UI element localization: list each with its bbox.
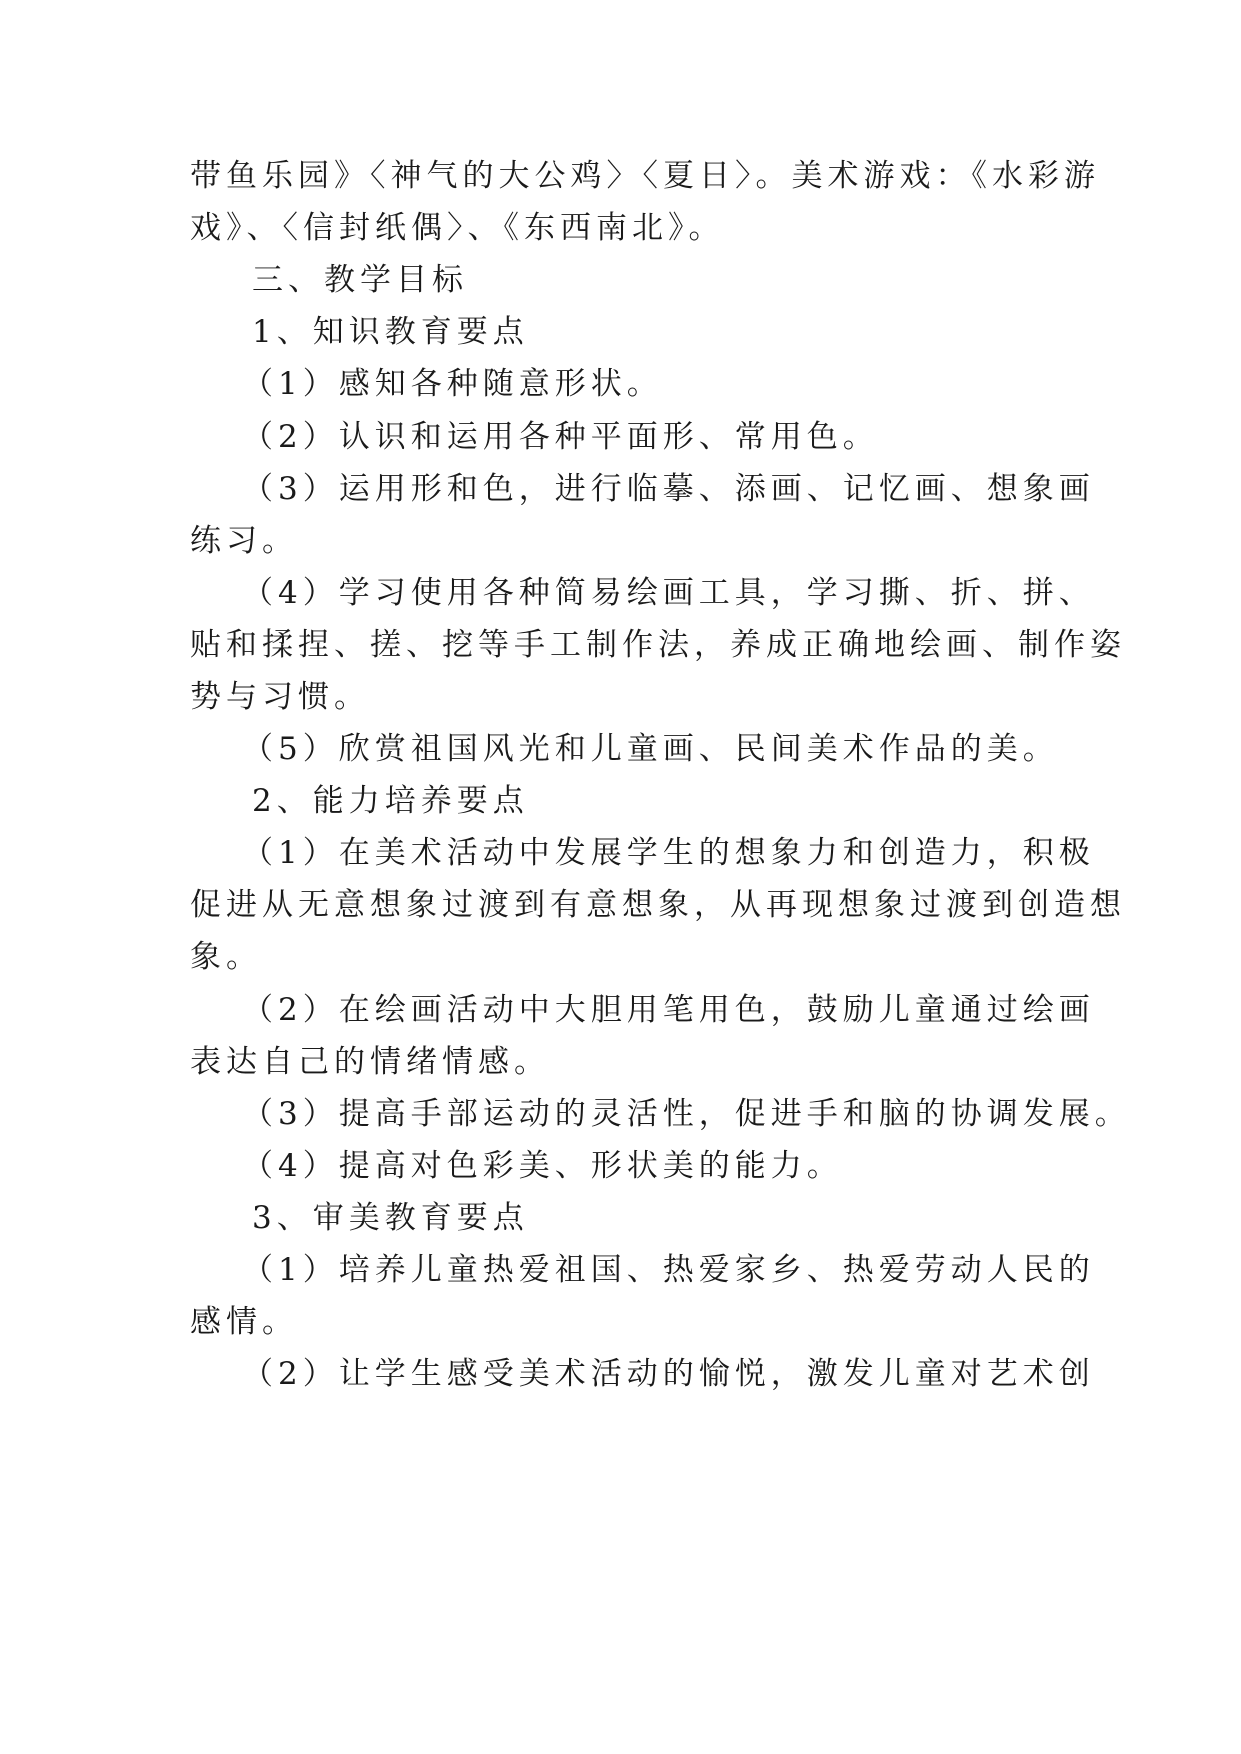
subsection-heading: 2、能力培养要点 [252, 783, 529, 819]
text-line: （1）感知各种随意形状。 [242, 366, 663, 402]
text-line: （5）欣赏祖国风光和儿童画、民间美术作品的美。 [242, 731, 1059, 767]
text-line: （1）培养儿童热爱祖国、热爱家乡、热爱劳动人民的 [242, 1252, 1095, 1288]
text-line: 贴和揉捏、搓、挖等手工制作法，养成正确地绘画、制作姿 [190, 627, 1126, 663]
section-heading: 三、教学目标 [252, 262, 468, 298]
text-line: 戏》、〈信封纸偶〉、《东西南北》。 [190, 210, 725, 246]
text-line: 带鱼乐园》〈神气的大公鸡〉〈夏日〉。美术游戏：《水彩游 [190, 158, 1100, 194]
subsection-heading: 3、审美教育要点 [252, 1200, 529, 1236]
text-line: 练习。 [190, 523, 298, 559]
text-line: （4）学习使用各种简易绘画工具，学习撕、折、拼、 [242, 575, 1095, 611]
text-line: （2）让学生感受美术活动的愉悦，激发儿童对艺术创 [242, 1356, 1095, 1392]
text-line: 势与习惯。 [190, 679, 370, 715]
subsection-heading: 1、知识教育要点 [252, 314, 529, 350]
text-line: （3）运用形和色，进行临摹、添画、记忆画、想象画 [242, 471, 1095, 507]
text-line: （1）在美术活动中发展学生的想象力和创造力，积极 [242, 835, 1095, 871]
text-line: 象。 [190, 939, 262, 975]
text-line: 促进从无意想象过渡到有意想象，从再现想象过渡到创造想 [190, 887, 1126, 923]
text-line: 表达自己的情绪情感。 [190, 1044, 550, 1080]
text-line: （3）提高手部运动的灵活性，促进手和脑的协调发展。 [242, 1096, 1131, 1132]
text-line: （2）在绘画活动中大胆用笔用色，鼓励儿童通过绘画 [242, 992, 1095, 1028]
text-line: （2）认识和运用各种平面形、常用色。 [242, 419, 879, 455]
text-line: 感情。 [190, 1304, 298, 1340]
text-line: （4）提高对色彩美、形状美的能力。 [242, 1148, 843, 1184]
